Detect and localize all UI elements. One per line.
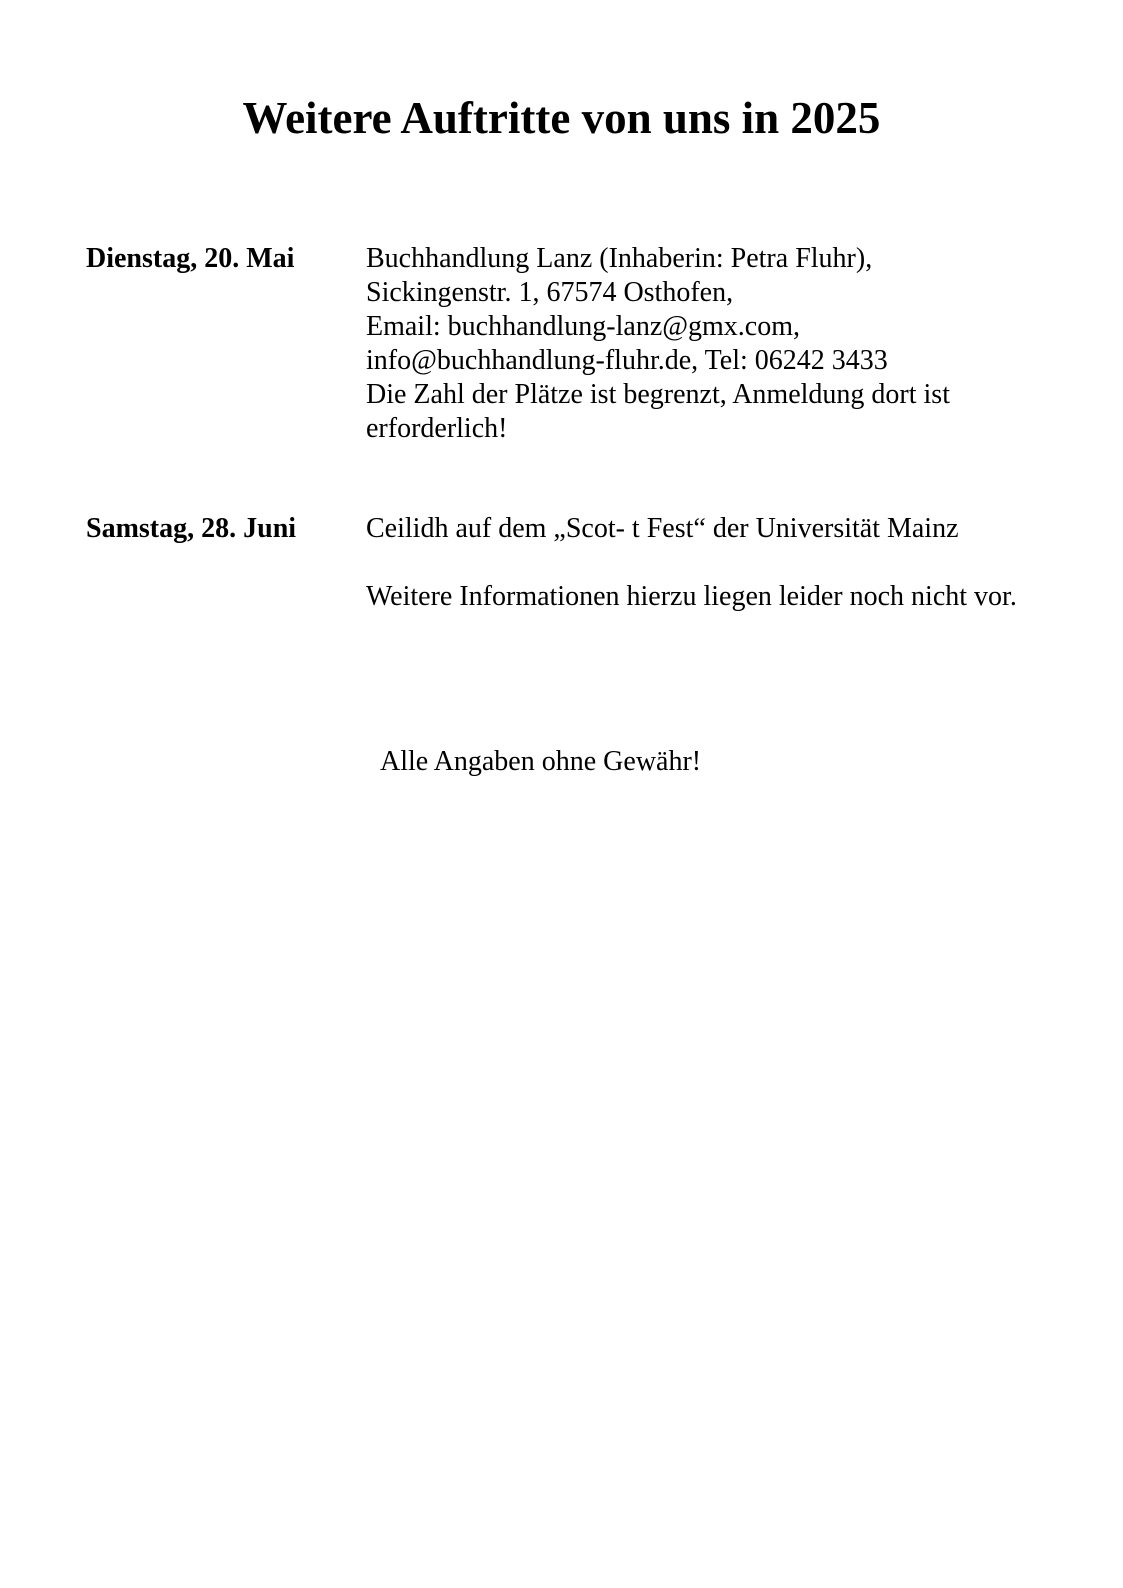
event-description: Ceilidh auf dem „Scot- t Fest“ der Universität Mainz: [366, 513, 959, 544]
event-date: Dienstag, 20. Mai: [86, 243, 295, 274]
event-email: Email: buchhandlung-lanz@gmx.com,: [366, 311, 801, 342]
event-contact: info@buchhandlung-fluhr.de, Tel: 06242 3433: [366, 345, 888, 376]
event-details: [366, 512, 1046, 614]
event-note: Die Zahl der Plätze ist begrenzt, Anmeldung dort ist erforderlich!: [366, 379, 950, 444]
event-date: Samstag, 28. Juni: [86, 513, 297, 544]
page-title: Weitere Auftritte von uns in 2025: [242, 93, 881, 143]
event-venue: Buchhandlung Lanz (Inhaberin: Petra Fluhr),: [366, 243, 873, 274]
event-details: [366, 242, 1046, 446]
event-address: Sickingenstr. 1, 67574 Osthofen,: [366, 277, 734, 308]
disclaimer-text: Alle Angaben ohne Gewähr!: [380, 746, 702, 777]
event-note: Weitere Informationen hierzu liegen leider noch nicht vor.: [366, 581, 1017, 612]
paragraph-gap: [366, 546, 1046, 580]
